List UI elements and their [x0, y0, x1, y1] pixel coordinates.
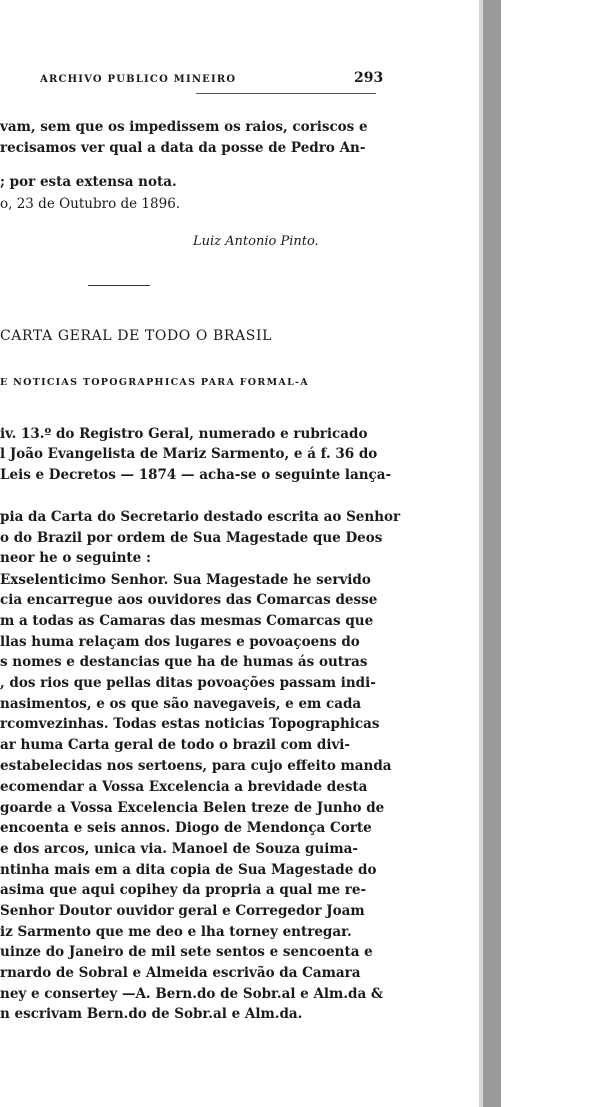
- body-line: uinze do Janeiro de mil sete sentos e sencoenta e: [0, 944, 373, 960]
- note-line: ; por esta extensa nota.: [0, 174, 177, 190]
- body-line: ecomendar a Vossa Excelencia a brevidade desta: [0, 779, 368, 795]
- signature: Luiz Antonio Pinto.: [193, 234, 319, 249]
- body-line: iz Sarmento que me deo e lha torney entregar.: [0, 924, 352, 940]
- body-line: encoenta e seis annos. Diogo de Mendonça Corte: [0, 820, 372, 836]
- body-line: Senhor Doutor ouvidor geral e Corregedor Joam: [0, 903, 365, 919]
- body-line: rcomvezinhas. Todas estas noticias Topographicas: [0, 716, 380, 732]
- running-title: ARCHIVO PUBLICO MINEIRO: [40, 74, 237, 85]
- body-line: iv. 13.º do Registro Geral, numerado e rubricado: [0, 426, 368, 442]
- section-subtitle: E NOTICIAS TOPOGRAPHICAS PARA FORMAL-A: [0, 377, 309, 388]
- body-line: o do Brazil por ordem de Sua Magestade que Deos: [0, 530, 383, 546]
- body-line: nasimentos, e os que são navegaveis, e em cada: [0, 696, 362, 712]
- page-number: 293: [354, 70, 384, 86]
- body-line: ney e consertey —A. Bern.do de Sobr.al e Alm.da &: [0, 986, 384, 1002]
- body-line: cia encarregue aos ouvidores das Comarcas desse: [0, 592, 378, 608]
- body-line: , dos rios que pellas ditas povoações passam indi-: [0, 675, 376, 691]
- body-line: goarde a Vossa Excelencia Belen treze de Junho de: [0, 800, 385, 816]
- body-line: Leis e Decretos — 1874 — acha-se o seguinte lança-: [0, 467, 392, 483]
- body-line: neor he o seguinte :: [0, 550, 151, 566]
- body-line: n escrivam Bern.do de Sobr.al e Alm.da.: [0, 1006, 303, 1022]
- header-rule: [196, 93, 376, 94]
- body-line: m a todas as Camaras das mesmas Comarcas que: [0, 613, 374, 629]
- body-line: llas huma relaçam dos lugares e povoaçoens do: [0, 634, 360, 650]
- section-title: CARTA GERAL DE TODO O BRASIL: [0, 328, 272, 344]
- body-line: asima que aqui copihey da propria a qual me re-: [0, 882, 367, 898]
- note-line: vam, sem que os impedissem os raios, coriscos e: [0, 119, 368, 135]
- book-gutter-shadow: [483, 0, 501, 1107]
- body-line: rnardo de Sobral e Almeida escrivão da Camara: [0, 965, 361, 981]
- body-line: pia da Carta do Secretario destado escrita ao Senhor: [0, 509, 401, 525]
- body-line: l João Evangelista de Mariz Sarmento, e á f. 36 do: [0, 446, 378, 462]
- body-line: e dos arcos, unica via. Manoel de Souza guima-: [0, 841, 359, 857]
- note-line: recisamos ver qual a data da posse de Pedro An-: [0, 140, 366, 156]
- body-line: Exselenticimo Senhor. Sua Magestade he servido: [0, 572, 371, 588]
- body-line: ntinha mais em a dita copia de Sua Magestade do: [0, 862, 377, 878]
- section-divider: [88, 285, 150, 286]
- note-date-line: o, 23 de Outubro de 1896.: [0, 196, 181, 212]
- body-line: estabelecidas nos sertoens, para cujo effeito manda: [0, 758, 392, 774]
- body-line: ar huma Carta geral de todo o brazil com divi-: [0, 737, 351, 753]
- body-line: s nomes e destancias que ha de humas ás outras: [0, 654, 368, 670]
